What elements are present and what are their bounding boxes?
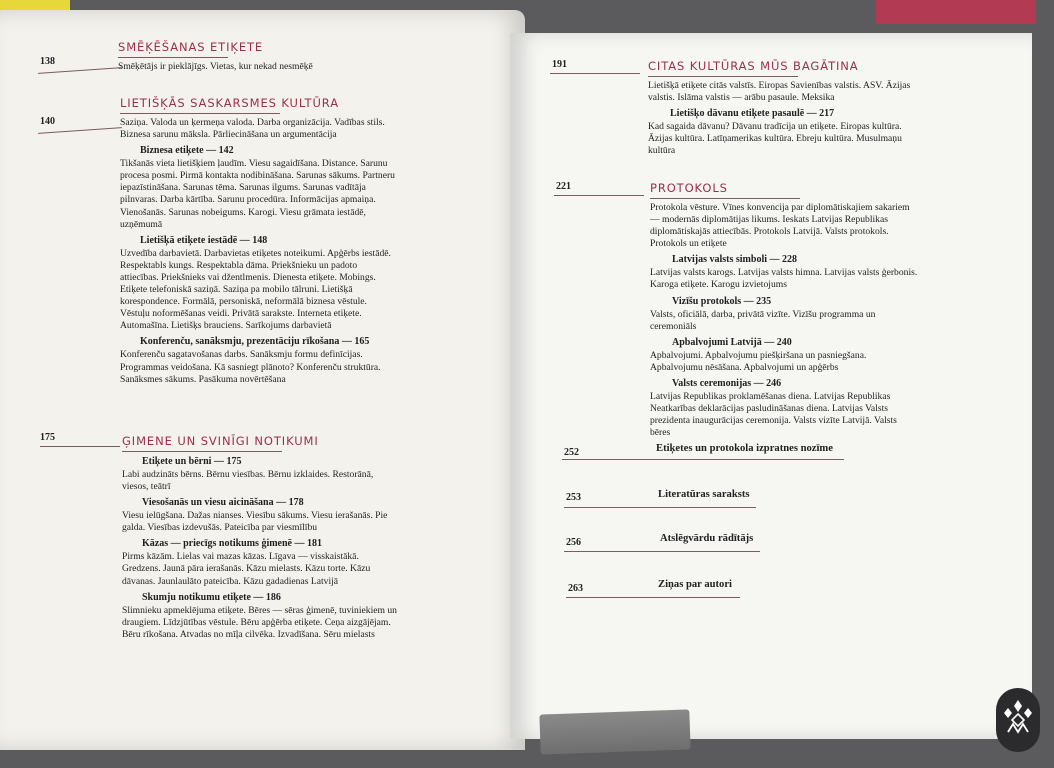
section-title: LIETIŠĶĀS SASKARSMES KULTŪRA: [120, 96, 339, 110]
subsection-title: Biznesa etiķete — 142: [140, 145, 234, 157]
subsection: [122, 497, 398, 534]
section-description: Lietišķā etiķete citās valstīs. Eiropas Savienības valstis. ASV. Āzijas valstis. Islāma valstis — arābu pasaule. Meksika: [648, 80, 911, 104]
title-underline: [118, 57, 228, 58]
page-number: 175: [40, 432, 55, 443]
subsection: [120, 145, 396, 231]
red-cover-edge: [876, 0, 1036, 24]
subsection: [650, 378, 918, 439]
entry-title: Ziņas par autori: [658, 579, 732, 590]
page-number: 140: [40, 116, 55, 127]
subsection: [650, 254, 918, 291]
subsection-title: Lietišķā etiķete iestādē — 148: [140, 234, 268, 246]
page-number-rule: [38, 67, 122, 74]
subsection: [120, 235, 396, 333]
page-number-rule: [38, 127, 122, 134]
title-underline: [650, 198, 800, 199]
subsection-title: Latvijas valsts simboli — 228: [672, 254, 798, 266]
subsection-title: Kāzas — priecīgs notikums ģimenē — 181: [142, 538, 322, 550]
section-description: Smēķētājs ir pieklājīgs. Vietas, kur nekad nesmēķē: [118, 61, 313, 72]
entry-rule: [564, 507, 756, 508]
title-underline: [648, 76, 798, 77]
page-number-rule: [550, 73, 640, 74]
page-number: 263: [568, 583, 583, 594]
section-protokols: [650, 181, 918, 439]
subsection-title: Lietišķo dāvanu etiķete pasaulē — 217: [670, 108, 835, 120]
subsection-description: Valsts, oficiālā, darba, privātā vizīte. Vizīšu programma un ceremoniāls: [650, 308, 876, 332]
section-description: Saziņa. Valoda un ķermeņa valoda. Darba organizācija. Vadības stils. Biznesa sarunu māksla. Pārliecināšana un argumentācija: [120, 117, 385, 141]
section-smekesana: [118, 40, 418, 73]
left-page: [0, 10, 525, 750]
page-number-rule: [554, 195, 644, 196]
watermark-logo: [996, 688, 1040, 752]
page-number: 138: [40, 56, 55, 67]
subsection: [122, 456, 398, 493]
subsection-description: Uzvedība darbavietā. Darbavietas etiķetes noteikumi. Apģērbs iestādē. Respektabls kungs. Respektabla dāma. Priekšnieku un padoto attiecības. Priekšnieks vai džentlmenis. Dienesta etiķete. Mobings. Etiķete telefoniskā saziņā. Saziņa pa mobilo tālruni. Lietišķā korespondence. Formālā, personiskā, neformālā biznesa vēstule. Vēstuļu noformēšanas veidi. Privātā sarakste. Interneta etiķete. Automašīna. Lietišķs brauciens. Sarīkojums darbavietā: [120, 247, 391, 332]
subsection-title: Viesošanās un viesu aicināšana — 178: [142, 497, 304, 509]
section-title: SMĒĶĒŠANAS ETIĶETE: [118, 40, 264, 54]
subsection-description: Kad sagaida dāvanu? Dāvanu tradīcija un etiķete. Eiropas kultūra. Āzijas kultūra. Latīņamerikas kultūra. Ebreju kultūra. Musulmaņu kultūra: [648, 121, 902, 157]
page-number: 221: [556, 181, 571, 192]
section-title: PROTOKOLS: [650, 181, 728, 195]
section-title: CITAS KULTŪRAS MŪS BAGĀTINA: [648, 59, 859, 73]
subsection-description: Latvijas Republikas proklamēšanas diena. Latvijas Republikas Neatkarības deklarācijas pasludināšanas diena. Latvijas Valsts prezidenta inaugurācijas ceremonija. Valsts vizīte Latvijā. Valsts bēres: [650, 390, 897, 439]
title-underline: [120, 113, 280, 114]
subsection: [650, 337, 918, 374]
title-underline: [122, 451, 282, 452]
subsection-description: Viesu ielūgšana. Dažas nianses. Viesību sākums. Viesu ierašanās. Pie galda. Viesības izdevušās. Pateicība par viesmīlību: [122, 510, 388, 534]
subsection-title: Vizīšu protokols — 235: [672, 295, 772, 307]
subsection-title: Skumju notikumu etiķete — 186: [142, 591, 281, 603]
section-title: ĢIMENE UN SVINĪGI NOTIKUMI: [122, 434, 319, 448]
page-number-rule: [40, 446, 120, 447]
subsection-description: Pirms kāzām. Lielas vai mazas kāzas. Līgava — visskaistākā. Gredzens. Jaunā pāra ierašanās. Kāzu mielasts. Kāzu torte. Kāzu dāvanas. Jaunlaulāto pateicība. Kāzu gadadienas Latvijā: [122, 551, 371, 587]
subsection-title: Konferenču, sanāksmju, prezentāciju rīkošana — 165: [140, 336, 370, 348]
subsection: [122, 592, 398, 641]
subsection: [648, 108, 918, 157]
subsection-title: Etiķete un bērni — 175: [142, 456, 242, 467]
ornament-icon: [1002, 698, 1034, 742]
bookmark-ribbon: [539, 709, 690, 754]
subsection-description: Latvijas valsts karogs. Latvijas valsts himna. Latvijas valsts ģerbonis. Karoga etiķete. Karogu izvietojums: [650, 267, 918, 291]
subsection-title: Apbalvojumi Latvijā — 240: [672, 336, 792, 348]
page-number: 253: [566, 492, 581, 503]
right-page: [510, 33, 1032, 739]
subsection: [122, 538, 398, 587]
section-gimene: [122, 434, 398, 641]
subsection-description: Tikšanās vieta lietišķiem ļaudīm. Viesu sagaidīšana. Distance. Sarunu procesa posmi. Pirmā kontakta nodibināšana. Sarunas sākums. Partneru iepazīstināšana. Sarunas tēma. Sarunas ilgums. Sarunas vadītāja pilnvaras. Darba kārtība. Sarunu procedūra. Informācijas apmaiņa. Vienošanās. Sarunas nobeigums. Karogi. Viesu grāmata iestādē, uzņēmumā: [120, 158, 395, 230]
section-lietiska: [120, 96, 396, 386]
entry-title: Literatūras saraksts: [658, 489, 750, 500]
section-citas: [648, 59, 918, 157]
page-number: 252: [564, 447, 579, 458]
entry-title: Etiķetes un protokola izpratnes nozīme: [656, 443, 833, 454]
entry-rule: [564, 551, 760, 552]
subsection: [120, 336, 396, 385]
subsection-description: Labi audzināts bērns. Bērnu viesības. Bērnu izklaides. Restorānā, viesos, teātrī: [122, 469, 374, 493]
page-number: 256: [566, 537, 581, 548]
entry-title: Atslēgvārdu rādītājs: [660, 533, 754, 544]
subsection: [650, 296, 918, 333]
subsection-description: Konferenču sagatavošanas darbs. Sanāksmju formu definīcijas. Programmas veidošana. Kā sasniegt plānoto? Konferenču struktūra. Sanāksmes sākums. Pasākuma novērtēšana: [120, 349, 381, 385]
entry-rule: [566, 597, 740, 598]
subsection-title: Valsts ceremonijas — 246: [672, 377, 782, 389]
section-description: Protokola vēsture. Vīnes konvencija par diplomātiskajiem sakariem — modernās diplomātijas likums. Ieskats Latvijas Republikas diplomātiskajās attiecībās. Protokols Latvijā. Valsts protokols. Protokols un etiķete: [650, 202, 910, 250]
page-number: 191: [552, 59, 567, 70]
subsection-description: Apbalvojumi. Apbalvojumu piešķiršana un pasniegšana. Apbalvojumu nēsāšana. Apbalvojumi un apģērbs: [650, 349, 867, 373]
entry-rule: [562, 459, 844, 460]
subsection-description: Slimnieku apmeklējuma etiķete. Bēres — sēras ģimenē, tuviniekiem un draugiem. Līdzjūtības vēstule. Bēru apģērba etiķete. Ceņa aizgājējam. Bēru rīkošana. Atvadas no mīļa cilvēka. Izvadīšana. Sēru mielasts: [122, 604, 397, 640]
